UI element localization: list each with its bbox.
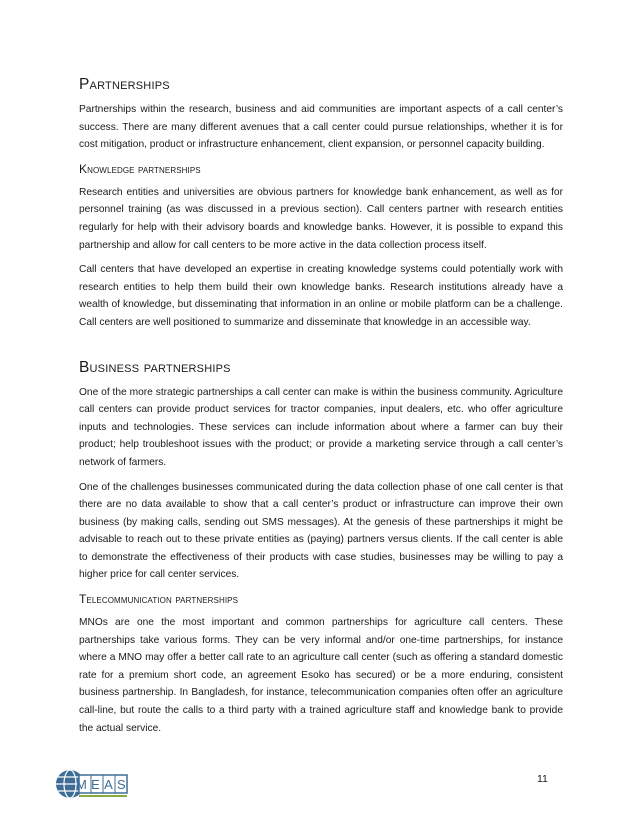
paragraph-knowledge-1: Research entities and universities are obvious partners for knowledge bank enhancement, as well as for personnel training (as was discussed in a previous section). Call centers partner with research entities regularly for help with their advisory boards and knowledge banks. However, it is possible to expand this partnership and allow for call centers to be more active in the data collection process itself. — [79, 186, 563, 251]
paragraph-partnerships-intro: Partnerships within the research, business and aid communities are important aspects of a call center’s success. There are many different avenues that a call center could pursue relationships, whether it is for cost mitigation, product or infrastructure enhancement, client expansion, or personnel capacity building. — [79, 104, 563, 151]
paragraph-business-1: One of the more strategic partnerships a call center can make is within the business community. Agriculture call centers can provide product services for tractor companies, input dealers, etc. who offer agriculture inputs and technologies. These services can include information about where a farmer can buy their product; help troubleshoot issues with the product; or provide a marketing service through a call center’s network of farmers. — [79, 386, 563, 468]
paragraph-telecom-1: MNOs are one the most important and common partnerships for agriculture call centers. These partnerships take various forms. They can be very informal and/or one-time partnerships, for instance where a MNO may offer a better call rate to an agriculture call center (such as offering a standard domestic rate for a premium short code, an agreement Esoko has secured) or be a more enduring, consistent business partnership. In Bangladesh, for instance, telecommunication companies often offer an agriculture call-line, but route the calls to a third party with a trained agriculture staff and knowledge bank to provide the actual service. — [79, 617, 563, 734]
heading-partnerships: Partnerships — [79, 76, 170, 93]
heading-knowledge-partnerships: Knowledge partnerships — [79, 161, 201, 176]
page-content — [79, 76, 563, 737]
logo-underline — [79, 795, 127, 797]
paragraph-knowledge-2: Call centers that have developed an expertise in creating knowledge systems could potentially work with research entities to help them build their own knowledge banks. Research institutions already have a wealth of knowledge, but disseminating that information in an online or mobile platform can be a challenge. Call centers are well positioned to summarize and disseminate that knowledge in an accessible way. — [79, 264, 563, 328]
paragraph-business-2: One of the challenges businesses communicated during the data collection phase of one call center is that there are no data available to show that a call center’s product or infrastructure can improve their own business (by making calls, sending out SMS messages). At the genesis of these partnerships it might be advisable to reach out to these private entities as (paying) partners versus clients. If the call center is able to demonstrate the effectiveness of their products with case studies, businesses may be willing to pay a higher price for call center services. — [79, 481, 563, 581]
heading-telecommunication-partnerships: Telecommunication partnerships — [79, 592, 239, 607]
page-number: 11 — [537, 773, 548, 785]
heading-business-partnerships: Business partnerships — [79, 358, 231, 376]
logo-text: MEAS — [75, 777, 131, 792]
meas-logo — [55, 765, 131, 803]
